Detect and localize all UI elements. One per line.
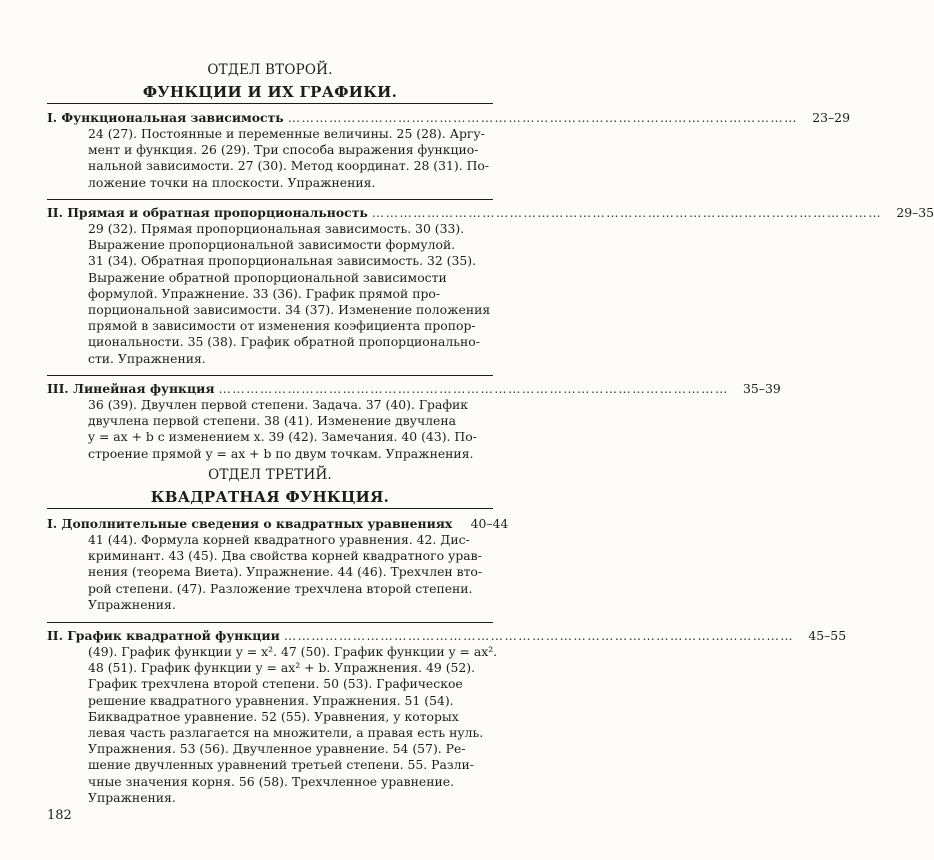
leader-dots: …………………………………………………………………………………………………	[287, 110, 798, 125]
entry-line: Упражнения.	[88, 596, 176, 612]
part-two-title: ФУНКЦИИ И ИХ ГРАФИКИ.	[142, 83, 398, 101]
entry-line: Упражнения. 53 (56). Двучленное уравнение. 54 (57). Ре-	[88, 741, 466, 757]
leader-dots: …………………………………………………………………………………………………	[283, 628, 795, 643]
entry-title: II. График квадратной функции	[47, 628, 280, 643]
separator-line	[47, 508, 493, 509]
entry-line: ложение точки на плоскости. Упражнения.	[88, 174, 376, 190]
entry-line: нальной зависимости. 27 (30). Метод координат. 28 (31). По-	[88, 158, 490, 174]
entry-line: (49). График функции y = x². 47 (50). График функции y = ax².	[88, 644, 498, 659]
entry-title: II. Прямая и обратная пропорциональность	[47, 205, 368, 220]
entry-description	[88, 221, 491, 367]
part-three-title: КВАДРАТНАЯ ФУНКЦИЯ.	[150, 488, 390, 506]
leader-dots: …………………………………………………………………………………………………	[371, 205, 883, 220]
entry-line: Упражнения.	[88, 789, 176, 805]
entry-line: двучлена первой степени. 38 (41). Изменение двучлена	[88, 413, 457, 429]
entry-line: формулой. Упражнение. 33 (36). График прямой про-	[88, 285, 441, 301]
page-number: 182	[47, 808, 72, 823]
separator-line	[47, 375, 493, 376]
toc-entry-quadratic-graph	[47, 628, 847, 806]
entry-line: решение квадратного уравнения. Упражнения. 51 (54).	[88, 692, 454, 708]
separator-line	[47, 199, 493, 200]
leader-dots: …………………………………………………………………………………………………	[218, 381, 729, 396]
entry-pages: 23–29	[812, 110, 850, 125]
entry-title: I. Функциональная зависимость	[47, 110, 284, 125]
entry-pages: 29–35	[896, 205, 934, 220]
part-three-label: ОТДЕЛ ТРЕТИЙ.	[208, 467, 332, 483]
entry-description	[88, 397, 477, 462]
entry-line: чные значения корня. 56 (58). Трехчленное уравнение.	[88, 773, 455, 789]
toc-entry-proportionality	[47, 205, 934, 367]
entry-line: нения (теорема Виета). Упражнение. 44 (46). Трехчлен вто-	[88, 564, 483, 580]
entry-line: 24 (27). Постоянные и переменные величины. 25 (28). Аргу-	[88, 126, 485, 141]
entry-line: Биквадратное уравнение. 52 (55). Уравнения, у которых	[88, 708, 459, 724]
entry-line: 36 (39). Двучлен первой степени. Задача. 37 (40). График	[88, 397, 469, 412]
entry-line: y = ax + b с изменением x. 39 (42). Замечания. 40 (43). По-	[88, 429, 477, 445]
toc-entry-functional-dependence	[47, 110, 850, 191]
entry-pages: 45–55	[808, 628, 847, 643]
separator-line	[47, 103, 493, 104]
entry-pages: 40–44	[470, 516, 509, 531]
part-two-label: ОТДЕЛ ВТОРОЙ.	[207, 62, 333, 78]
entry-line: Выражение обратной пропорциональной зависимости	[88, 269, 447, 285]
entry-pages: 35–39	[743, 381, 781, 396]
toc-entry-linear-function	[47, 381, 781, 462]
toc-entry-quadratic-equations	[47, 516, 509, 613]
entry-line: График трехчлена второй степени. 50 (53). Графическое	[88, 676, 463, 692]
separator-line	[47, 622, 493, 623]
entry-description	[88, 644, 498, 806]
entry-line: рой степени. (47). Разложение трехчлена второй степени.	[88, 580, 473, 596]
entry-description	[88, 126, 490, 191]
entry-line: 48 (51). График функции y = ax² + b. Упражнения. 49 (52).	[88, 660, 476, 676]
entry-line: мент и функция. 26 (29). Три способа выражения функцио-	[88, 142, 479, 158]
entry-line: шение двучленных уравнений третьей степени. 55. Разли-	[88, 757, 474, 773]
entry-line: 31 (34). Обратная пропорциональная зависимость. 32 (35).	[88, 253, 477, 269]
part-three-heading	[0, 467, 540, 506]
entry-line: 29 (32). Прямая пропорциональная зависимость. 30 (33).	[88, 221, 465, 236]
entry-line: прямой в зависимости от изменения коэфициента пропор-	[88, 318, 476, 334]
entry-line: циональности. 35 (38). График обратной пропорционально-	[88, 334, 480, 350]
part-two-heading	[0, 62, 540, 101]
entry-line: строение прямой y = ax + b по двум точкам. Упражнения.	[88, 445, 474, 461]
entry-line: Выражение пропорциональной зависимости формулой.	[88, 237, 456, 253]
entry-line: криминант. 43 (45). Два свойства корней квадратного урав-	[88, 548, 482, 564]
entry-description	[88, 532, 483, 613]
entry-line: порциональной зависимости. 34 (37). Изменение положения	[88, 301, 491, 317]
entry-line: левая часть разлагается на множители, а правая есть нуль.	[88, 724, 484, 740]
entry-title: I. Дополнительные сведения о квадратных уравнениях	[47, 516, 453, 531]
entry-line: 41 (44). Формула корней квадратного уравнения. 42. Дис-	[88, 532, 470, 547]
entry-title: III. Линейная функция	[47, 381, 215, 396]
entry-line: сти. Упражнения.	[88, 350, 206, 366]
